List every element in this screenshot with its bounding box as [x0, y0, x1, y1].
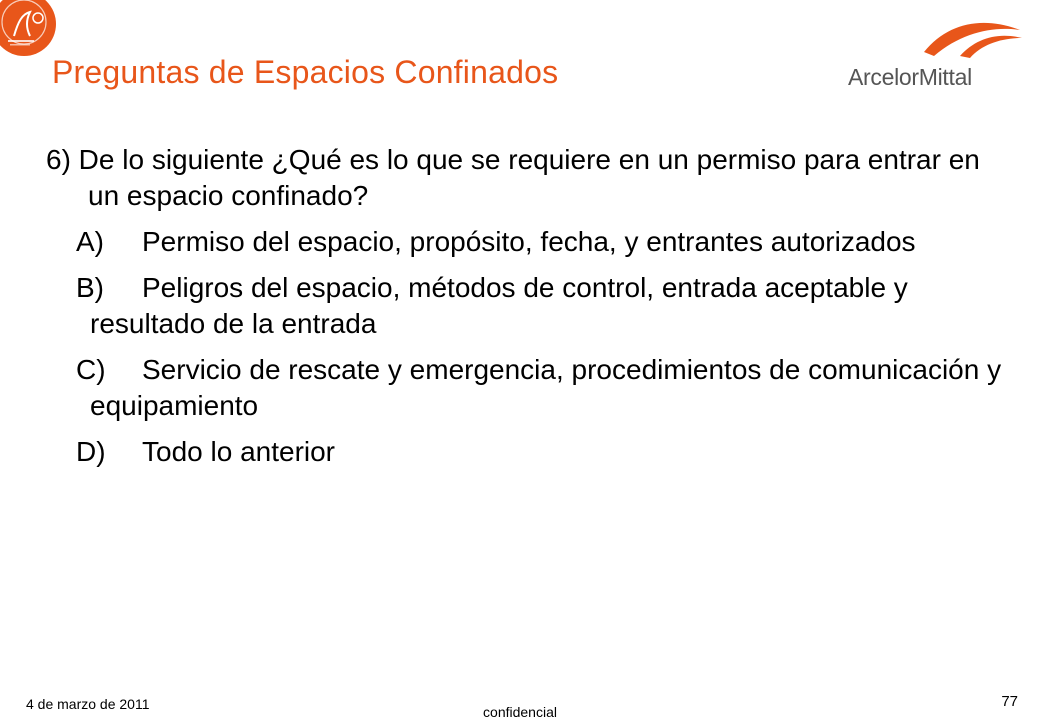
option-text: Servicio de rescate y emergencia, procedimientos de comunicación y equipamiento	[90, 354, 1002, 421]
option-letter: C)	[76, 354, 106, 385]
question-block	[46, 142, 1006, 470]
option-letter: B)	[76, 272, 104, 303]
logo-wordmark: ArcelorMittal	[848, 64, 972, 90]
question-text: 6) De lo siguiente ¿Qué es lo que se requiere en un permiso para entrar en un espacio confinado?	[46, 144, 980, 211]
arcelormittal-logo	[848, 14, 1024, 94]
footer-date: 4 de marzo de 2011	[26, 696, 150, 712]
option-c	[76, 352, 1006, 424]
option-text: Todo lo anterior	[142, 436, 336, 467]
swoosh-logo-icon	[920, 14, 1024, 58]
option-d	[76, 434, 1006, 470]
option-b	[76, 270, 1006, 342]
footer-confidential: confidencial	[483, 704, 557, 720]
page-title: Preguntas de Espacios Confinados	[52, 54, 559, 90]
safety-badge-icon	[0, 0, 58, 58]
option-a	[76, 224, 1006, 260]
option-letter: A)	[76, 226, 104, 257]
option-text: Permiso del espacio, propósito, fecha, y entrantes autorizados	[142, 226, 916, 257]
page-number: 77	[1001, 693, 1018, 710]
option-text: Peligros del espacio, métodos de control, entrada aceptable y resultado de la entrada	[90, 272, 908, 339]
option-letter: D)	[76, 436, 106, 467]
